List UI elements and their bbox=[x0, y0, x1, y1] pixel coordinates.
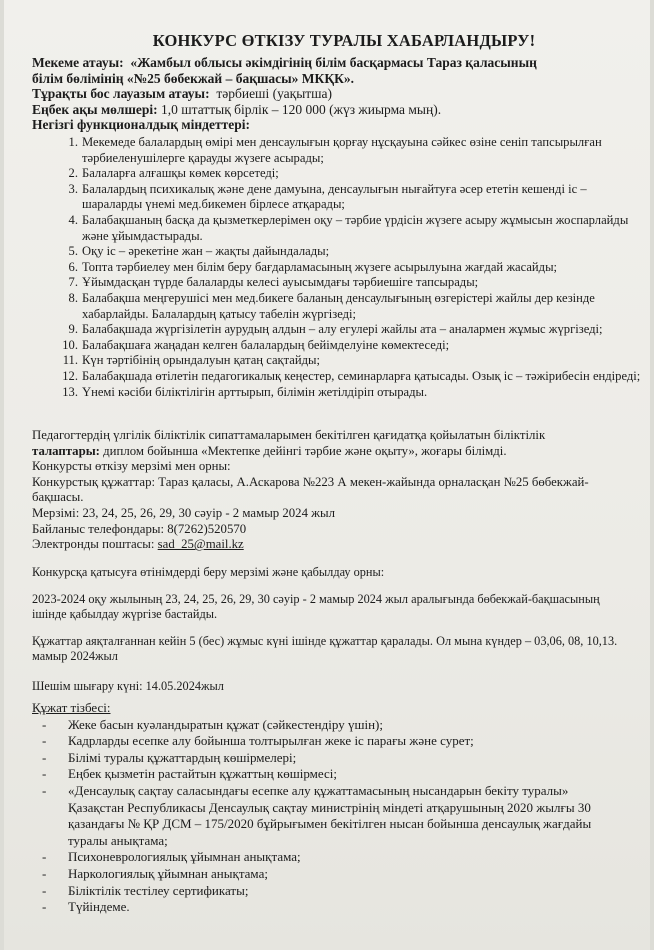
org-name-2: білім бөлімінің «№25 бөбекжай – бақшасы» МКҚК». bbox=[32, 70, 355, 86]
document-item bbox=[32, 849, 644, 866]
org-name-1: «Жамбыл облысы әкімдігінің білім басқармасы Тараз қаласының bbox=[130, 55, 537, 70]
applications-para1-line1: 2023-2024 оқу жылының 23, 24, 25, 26, 29, 30 сәуір - 2 мамыр 2024 жыл аралығында бөбекжай-бақшасының bbox=[32, 591, 600, 606]
duty-item bbox=[32, 213, 644, 244]
document-item bbox=[32, 899, 644, 916]
salary-value: 1,0 штаттық бірлік – 120 000 (жүз жиырма мың). bbox=[160, 101, 442, 117]
duty-number: 9. bbox=[68, 322, 78, 337]
decision-date: Шешім шығару күні: 14.05.2024жыл bbox=[32, 678, 224, 693]
duty-item bbox=[32, 385, 644, 401]
contest-place-2: бақшасы. bbox=[32, 490, 84, 505]
duty-text: Балабақшаның басқа да қызметкерлерімен оқу – тәрбие үрдісін жүзеге асыру жұмысын жоспарлайды және ұйымдастырады. bbox=[82, 212, 629, 243]
duty-item bbox=[32, 135, 644, 166]
duty-number: 3. bbox=[68, 181, 78, 196]
dash-bullet: - bbox=[42, 849, 47, 865]
duty-item bbox=[32, 182, 644, 213]
applications-para1-line2: ішінде қабылдау жүргізе бастайды. bbox=[32, 607, 218, 622]
duty-item bbox=[32, 322, 644, 338]
contest-phone: Байланыс телефондары: 8(7262)520570 bbox=[32, 521, 247, 536]
document-item-line: Наркологиялық ұйымнан анықтама; bbox=[68, 865, 268, 881]
document-item bbox=[32, 866, 644, 883]
document-item bbox=[32, 717, 644, 734]
salary-line bbox=[32, 102, 644, 118]
duty-text: Күн тәртібінің орындалуын қатаң сақтайды; bbox=[82, 353, 321, 368]
duty-text: Балабақшада жүргізілетін аурудың алдын – алу егулері жайлы ата – аналармен жұмыс жүргізеді; bbox=[82, 322, 603, 337]
contest-email-line bbox=[32, 537, 644, 553]
duty-number: 10. bbox=[62, 337, 78, 352]
duties-heading: Негізгі функционалдық міндеттері: bbox=[32, 117, 250, 132]
duty-number: 2. bbox=[68, 166, 78, 181]
duty-text: Оқу іс – әрекетіне жан – жақты дайындалады; bbox=[82, 244, 330, 259]
document-item bbox=[32, 783, 644, 849]
duty-text: Балабақшада өтілетін педагогикалық кеңестер, семинарларға қатысады. Озық іс – тәжірибесін ендіреді; bbox=[82, 368, 641, 383]
document-item-line: Психоневрологиялық ұйымнан анықтама; bbox=[68, 849, 301, 865]
email-label: Электронды поштасы: bbox=[32, 537, 155, 552]
document-item bbox=[32, 883, 644, 900]
duty-text: Балалардың психикалық және дене дамуына, денсаулығын нығайтуға әсер ететін кешенді іс – шараларды үнемі мед.бикемен бірлесе атқарады; bbox=[82, 181, 587, 212]
applications-heading: Конкурсқа қатысуға өтінімдерді беру мерзімі және қабылдау орны: bbox=[32, 565, 385, 579]
applications-para2-line2: мамыр 2024жыл bbox=[32, 649, 118, 664]
duty-item bbox=[32, 275, 644, 291]
duty-text: Мекемеде балалардың өмірі мен денсаулығын қорғау нұсқауына сәйкес өзіне сеніп тапсырылған тәрбиеленушілерге қарауды жүзеге асырады; bbox=[82, 135, 602, 165]
salary-label: Еңбек ақы мөлшері: bbox=[32, 101, 158, 117]
duty-number: 13. bbox=[62, 384, 78, 399]
duty-text: Балабақшаға жаңадан келген балалардың бейімделуіне көмектеседі; bbox=[82, 337, 450, 352]
duty-number: 5. bbox=[68, 244, 78, 259]
dash-bullet: - bbox=[42, 865, 47, 881]
dash-bullet: - bbox=[42, 749, 47, 765]
duty-number: 6. bbox=[68, 259, 78, 274]
dash-bullet: - bbox=[42, 766, 47, 782]
duty-item bbox=[32, 291, 644, 322]
documents-block bbox=[32, 700, 644, 916]
duty-text: Балабақша меңгерушісі мен мед.бикеге баланың денсаулығының өзгерістері жайлы дер кезінде хабарлайды. Балалардың қатысу табелін жүргізеді; bbox=[82, 290, 595, 321]
org-line-1 bbox=[32, 55, 644, 71]
position-line bbox=[32, 86, 644, 102]
requirements-heading: Педагогтердің үлгілік біліктілік сипаттамаларымен бекітілген қағидатқа қойылатын біліктілік bbox=[32, 428, 546, 442]
contest-heading: Конкурсты өткізу мерзімі мен орны: bbox=[32, 459, 231, 474]
dash-bullet: - bbox=[42, 733, 47, 749]
document-item-line: қазандағы № ҚР ДСМ – 175/2020 бұйрығымен бекітілген нысан бойынша денсаулық жағдайы bbox=[68, 816, 592, 832]
requirements-contest-block bbox=[32, 428, 644, 553]
dash-bullet: - bbox=[42, 899, 47, 915]
position-value: тәрбиеші (уақытша) bbox=[216, 86, 333, 101]
document-item-line: Түйіндеме. bbox=[68, 899, 130, 915]
applications-block bbox=[32, 565, 644, 695]
document-item-line: Кадрларды есепке алу бойынша толтырылған жеке іс парағы және сурет; bbox=[68, 733, 474, 749]
page-title: КОНКУРС ӨТКІЗУ ТУРАЛЫ ХАБАРЛАНДЫРУ! bbox=[152, 31, 536, 50]
document-item bbox=[32, 766, 644, 783]
duty-number: 1. bbox=[68, 135, 78, 149]
duty-item bbox=[32, 353, 644, 369]
org-label: Мекеме атауы: bbox=[32, 55, 124, 70]
document-page bbox=[4, 0, 650, 950]
duty-text: Үнемі кәсіби біліктілігін арттырып, білімін жетілдіріп отырады. bbox=[82, 384, 428, 399]
duty-item bbox=[32, 369, 644, 385]
duty-item bbox=[32, 338, 644, 354]
document-item-line: Жеке басын куәландыратын құжат (сәйкестендіру үшін); bbox=[68, 716, 383, 732]
organization-block bbox=[32, 55, 644, 133]
duty-number: 4. bbox=[68, 212, 78, 227]
dash-bullet: - bbox=[42, 782, 47, 798]
document-item-line: туралы анықтама; bbox=[68, 832, 168, 848]
requirements-value: диплом бойынша «Мектепке дейінгі тәрбие және оқыту», жоғары білімді. bbox=[103, 443, 507, 458]
document-item-line: Білімі туралы құжаттардың көшірмелері; bbox=[68, 749, 297, 765]
duties-list bbox=[32, 135, 644, 400]
contest-dates: Мерзімі: 23, 24, 25, 26, 29, 30 сәуір - 2 мамыр 2024 жыл bbox=[32, 505, 336, 520]
duty-number: 11. bbox=[62, 353, 78, 368]
duty-number: 7. bbox=[68, 275, 78, 290]
requirements-heading-2: талаптары: bbox=[32, 443, 100, 458]
document-item-line: Еңбек қызметін растайтын құжаттың көшірмесі; bbox=[68, 766, 337, 782]
duty-item bbox=[32, 166, 644, 182]
email-link[interactable]: sad_25@mail.kz bbox=[157, 537, 244, 552]
applications-para2-line1: Құжаттар аяқталғаннан кейін 5 (бес) жұмыс күні ішінде құжаттар қаралады. Ол мына күндер – 03,06, 08, 10,13. bbox=[32, 633, 618, 648]
duty-text: Балаларға алғашқы көмек көрсетеді; bbox=[82, 166, 279, 181]
duty-item bbox=[32, 260, 644, 276]
documents-heading: Құжат тізбесі: bbox=[32, 700, 111, 715]
duty-text: Ұйымдасқан түрде балаларды келесі ауысымдағы тәрбиешіге тапсырады; bbox=[82, 275, 479, 290]
document-item-line: Біліктілік тестілеу сертификаты; bbox=[68, 882, 249, 898]
document-item-line: Қазақстан Республикасы Денсаулық сақтау министрінің міндеті атқарушының 2020 жылғы 30 bbox=[68, 799, 591, 815]
document-item bbox=[32, 750, 644, 767]
requirements-line bbox=[32, 444, 644, 460]
duty-number: 12. bbox=[62, 368, 78, 383]
document-item bbox=[32, 733, 644, 750]
document-item-line: «Денсаулық сақтау саласындағы есепке алу құжаттамасының нысандарын бекіту туралы» bbox=[68, 782, 569, 798]
duty-text: Топта тәрбиелеу мен білім беру бағдарламасының жүзеге асырылуына жағдай жасайды; bbox=[82, 259, 558, 274]
position-label: Тұрақты бос лауазым атауы: bbox=[32, 86, 210, 101]
dash-bullet: - bbox=[42, 716, 47, 732]
duty-item bbox=[32, 244, 644, 260]
duty-number: 8. bbox=[68, 290, 78, 305]
contest-place-1: Конкурстық құжаттар: Тараз қаласы, А.Аскарова №223 А мекен-жайында орналасқан №25 бөбекжай- bbox=[32, 474, 589, 489]
dash-bullet: - bbox=[42, 882, 47, 898]
